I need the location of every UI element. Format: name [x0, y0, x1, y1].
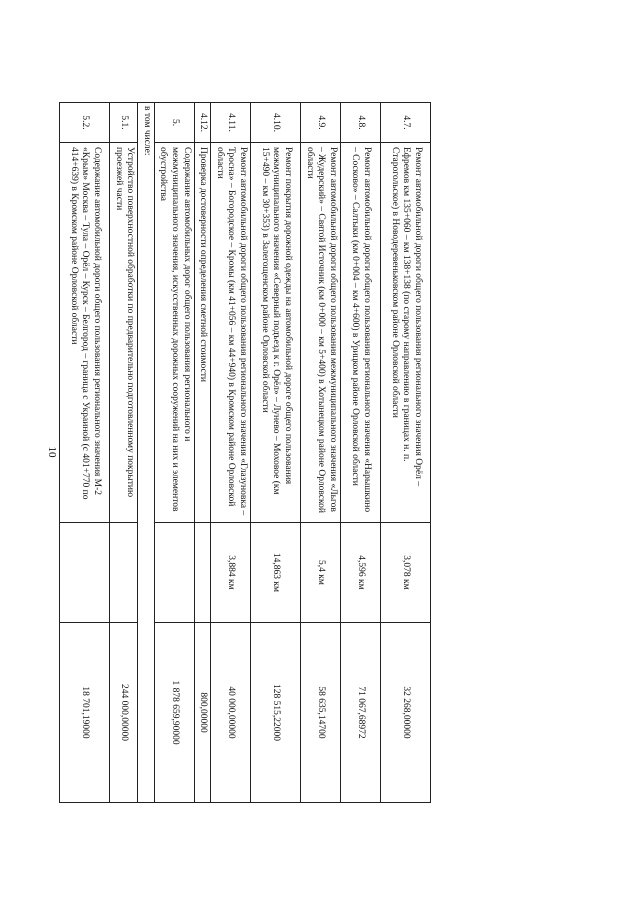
road-works-table	[59, 102, 431, 803]
row-length: 14,863 км	[251, 523, 301, 623]
table-row	[154, 103, 194, 803]
row-description: Ремонт автомобильной дороги общего пользования регионального значения Орёл – Ефремов км 135+060 – км 138+138 (по старому направлению в границах н. п. Старогольское) в Новодеревеньковском районе Орловской области	[381, 143, 431, 523]
table-row	[251, 103, 301, 803]
table-row	[59, 103, 109, 803]
row-number: 5.1.	[109, 103, 137, 143]
row-description: Содержание автомобильной дороги общего пользования регионального значения М-2 «Крым» Москва – Тула – Орёл – Курск – Белгород – граница с Украиной (с 401+770 по 414+639) в Кромском районе Орловской области	[59, 143, 109, 523]
row-number: 4.10.	[251, 103, 301, 143]
table-row	[211, 103, 251, 803]
row-amount: 40 000,00000	[211, 623, 251, 803]
row-description: Содержание автомобильных дорог общего пользования регионального и межмуниципального значения, искусственных дорожных сооружений на них и элементов обустройства	[154, 143, 194, 523]
row-amount: 1 878 659,90000	[154, 623, 194, 803]
section-label: в том числе:	[138, 103, 155, 803]
row-description: Ремонт автомобильной дороги общего пользования регионального значения «Глазуновка – Тросна» – Богородское – Кромы (км 41+056 – км 44+940) в Кромском районе Орловской области	[211, 143, 251, 523]
row-length: 3,078 км	[381, 523, 431, 623]
row-length	[59, 523, 109, 623]
row-number: 4.11.	[211, 103, 251, 143]
row-description: Ремонт автомобильной дороги общего пользования регионального значения «Нарышкино – Сосково» – Салтыки (км 0+004 – км 4+600) в Урицком районе Орловской области	[341, 143, 381, 523]
row-amount: 58 635,14700	[301, 623, 341, 803]
row-description: Проверка достоверности определения сметной стоимости	[194, 143, 211, 523]
row-number: 4.8.	[341, 103, 381, 143]
row-amount: 71 067,68972	[341, 623, 381, 803]
row-amount: 18 701,19000	[59, 623, 109, 803]
row-amount: 128 515,22000	[251, 623, 301, 803]
table-row	[341, 103, 381, 803]
budget-table-rotated	[68, 102, 431, 802]
table-row	[301, 103, 341, 803]
row-amount: 800,00000	[194, 623, 211, 803]
row-length: 5,4 км	[301, 523, 341, 623]
row-description: Устройство поверхностной обработки по предварительно подготовленному покрытию проезжей части	[109, 143, 137, 523]
row-number: 5.	[154, 103, 194, 143]
row-description: Ремонт автомобильной дороги общего пользования межмуниципального значения «Льгов – Жудерский» – Святой Источник (км 0+000 – км 5+400) в Хотынецком районе Орловской области	[301, 143, 341, 523]
row-length	[194, 523, 211, 623]
row-number: 4.12.	[194, 103, 211, 143]
page-number: 10	[46, 446, 58, 458]
table-row	[381, 103, 431, 803]
row-number: 5.2.	[59, 103, 109, 143]
row-length: 4,596 км	[341, 523, 381, 623]
row-length	[109, 523, 137, 623]
table-row	[109, 103, 137, 803]
row-length	[154, 523, 194, 623]
row-length: 3,884 км	[211, 523, 251, 623]
row-amount: 244 000,00000	[109, 623, 137, 803]
table-row	[194, 103, 211, 803]
row-number: 4.7.	[381, 103, 431, 143]
row-amount: 32 268,00000	[381, 623, 431, 803]
section-row	[138, 103, 155, 803]
row-description: Ремонт покрытия дорожной одежды на автомобильной дороге общего пользования межмуниципального значения «Северный подъезд к г. Орёл» – Лунево – Моховое (км 15+490 – км 30+353) в Залегощенском районе Орловской области	[251, 143, 301, 523]
row-number: 4.9.	[301, 103, 341, 143]
